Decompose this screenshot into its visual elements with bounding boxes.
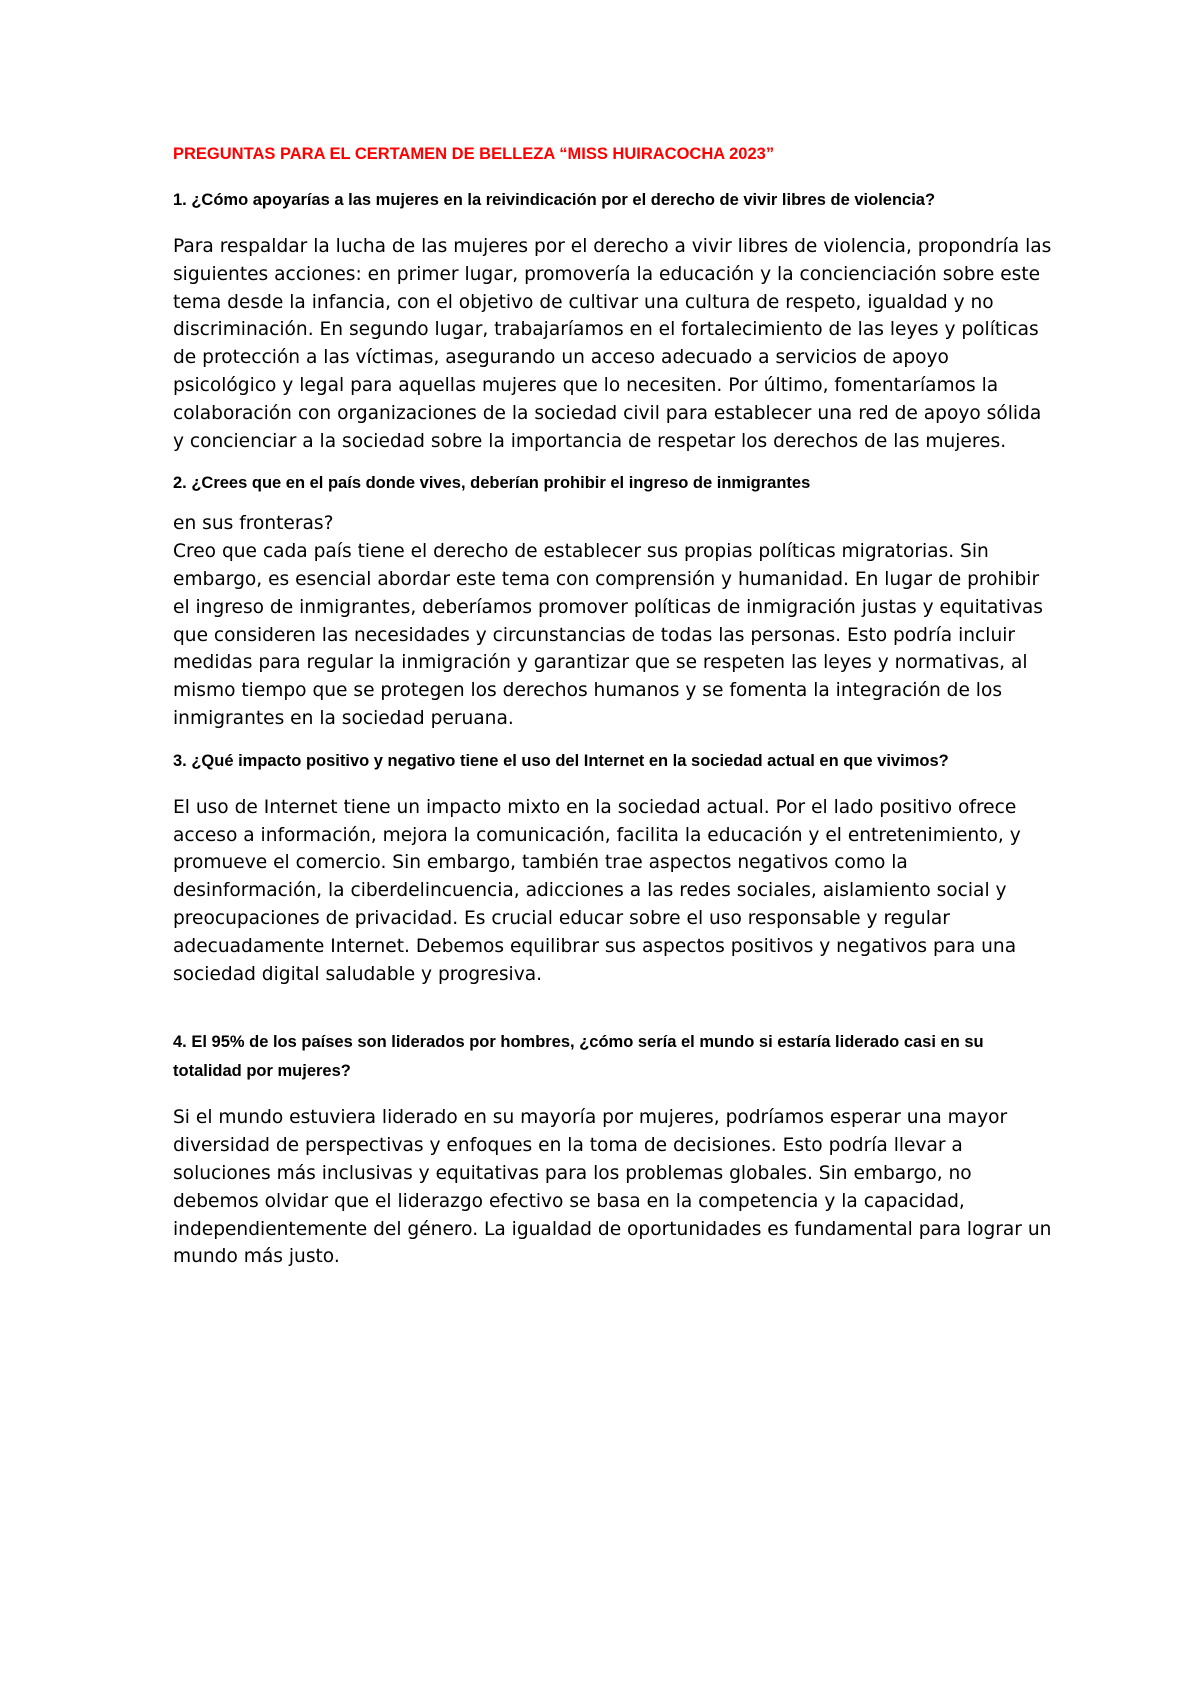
question-1: 1. ¿Cómo apoyarías a las mujeres en la reivindicación por el derecho de vivir libres de violencia? bbox=[173, 191, 936, 209]
section-3 bbox=[173, 747, 1053, 989]
document-body bbox=[173, 145, 1053, 1271]
answer-2-lead: en sus fronteras? bbox=[173, 513, 334, 535]
question-4: 4. El 95% de los países son liderados por hombres, ¿cómo sería el mundo si estaría liderado casi en su totalidad por mujeres? bbox=[173, 1033, 984, 1081]
answer-3: El uso de Internet tiene un impacto mixto en la sociedad actual. Por el lado positivo ofrece acceso a información, mejora la comunicación, facilita la educación y el entretenimiento, y promueve el comercio. Sin embargo, también trae aspectos negativos como la desinformación, la ciberdelincuencia, adicciones a las redes sociales, aislamiento social y preocupaciones de privacidad. Es crucial educar sobre el uso responsable y regular adecuadamente Internet. Debemos equilibrar sus aspectos positivos y negativos para una sociedad digital saludable y progresiva. bbox=[173, 796, 1021, 985]
section-2 bbox=[173, 469, 1053, 732]
question-3: 3. ¿Qué impacto positivo y negativo tiene el uso del Internet en la sociedad actual en que vivimos? bbox=[173, 751, 949, 770]
answer-1: Para respaldar la lucha de las mujeres por el derecho a vivir libres de violencia, propondría las siguientes acciones: en primer lugar, promovería la educación y la concienciación sobre este tema desde la infancia, con el objetivo de cultivar una cultura de respeto, igualdad y no discriminación. En segundo lugar, trabajaríamos en el fortalecimiento de las leyes y políticas de protección a las víctimas, asegurando un acceso adecuado a servicios de apoyo psicológico y legal para aquellas mujeres que lo necesiten. Por último, fomentaríamos la colaboración con organizaciones de la sociedad civil para establecer una red de apoyo sólida y concienciar a la sociedad sobre la importancia de respetar los derechos de las mujeres. bbox=[173, 236, 1052, 452]
answer-4: Si el mundo estuviera liderado en su mayoría por mujeres, podríamos esperar una mayor diversidad de perspectivas y enfoques en la toma de decisiones. Esto podría llevar a soluciones más inclusivas y equitativas para los problemas globales. Sin embargo, no debemos olvidar que el liderazgo efectivo se basa en la competencia y la capacidad, independientemente del género. La igualdad de oportunidades es fundamental para lograr un mundo más justo. bbox=[173, 1107, 1052, 1268]
question-2: 2. ¿Crees que en el país donde vives, deberían prohibir el ingreso de inmigrantes bbox=[173, 474, 811, 493]
answer-2: Creo que cada país tiene el derecho de establecer sus propias políticas migratorias. Sin embargo, es esencial abordar este tema con comprensión y humanidad. En lugar de prohibir el ingreso de inmigrantes, deberíamos promover políticas de inmigración justas y equitativas que consideren las necesidades y circunstancias de todas las personas. Esto podría incluir medidas para regular la inmigración y garantizar que se respeten las leyes y normativas, al mismo tiempo que se protegen los derechos humanos y se fomenta la integración de los inmigrantes en la sociedad peruana. bbox=[173, 541, 1043, 729]
section-1 bbox=[173, 186, 1053, 455]
document-title: PREGUNTAS PARA EL CERTAMEN DE BELLEZA “MISS HUIRACOCHA 2023” bbox=[173, 145, 775, 163]
section-4 bbox=[173, 1028, 1053, 1271]
